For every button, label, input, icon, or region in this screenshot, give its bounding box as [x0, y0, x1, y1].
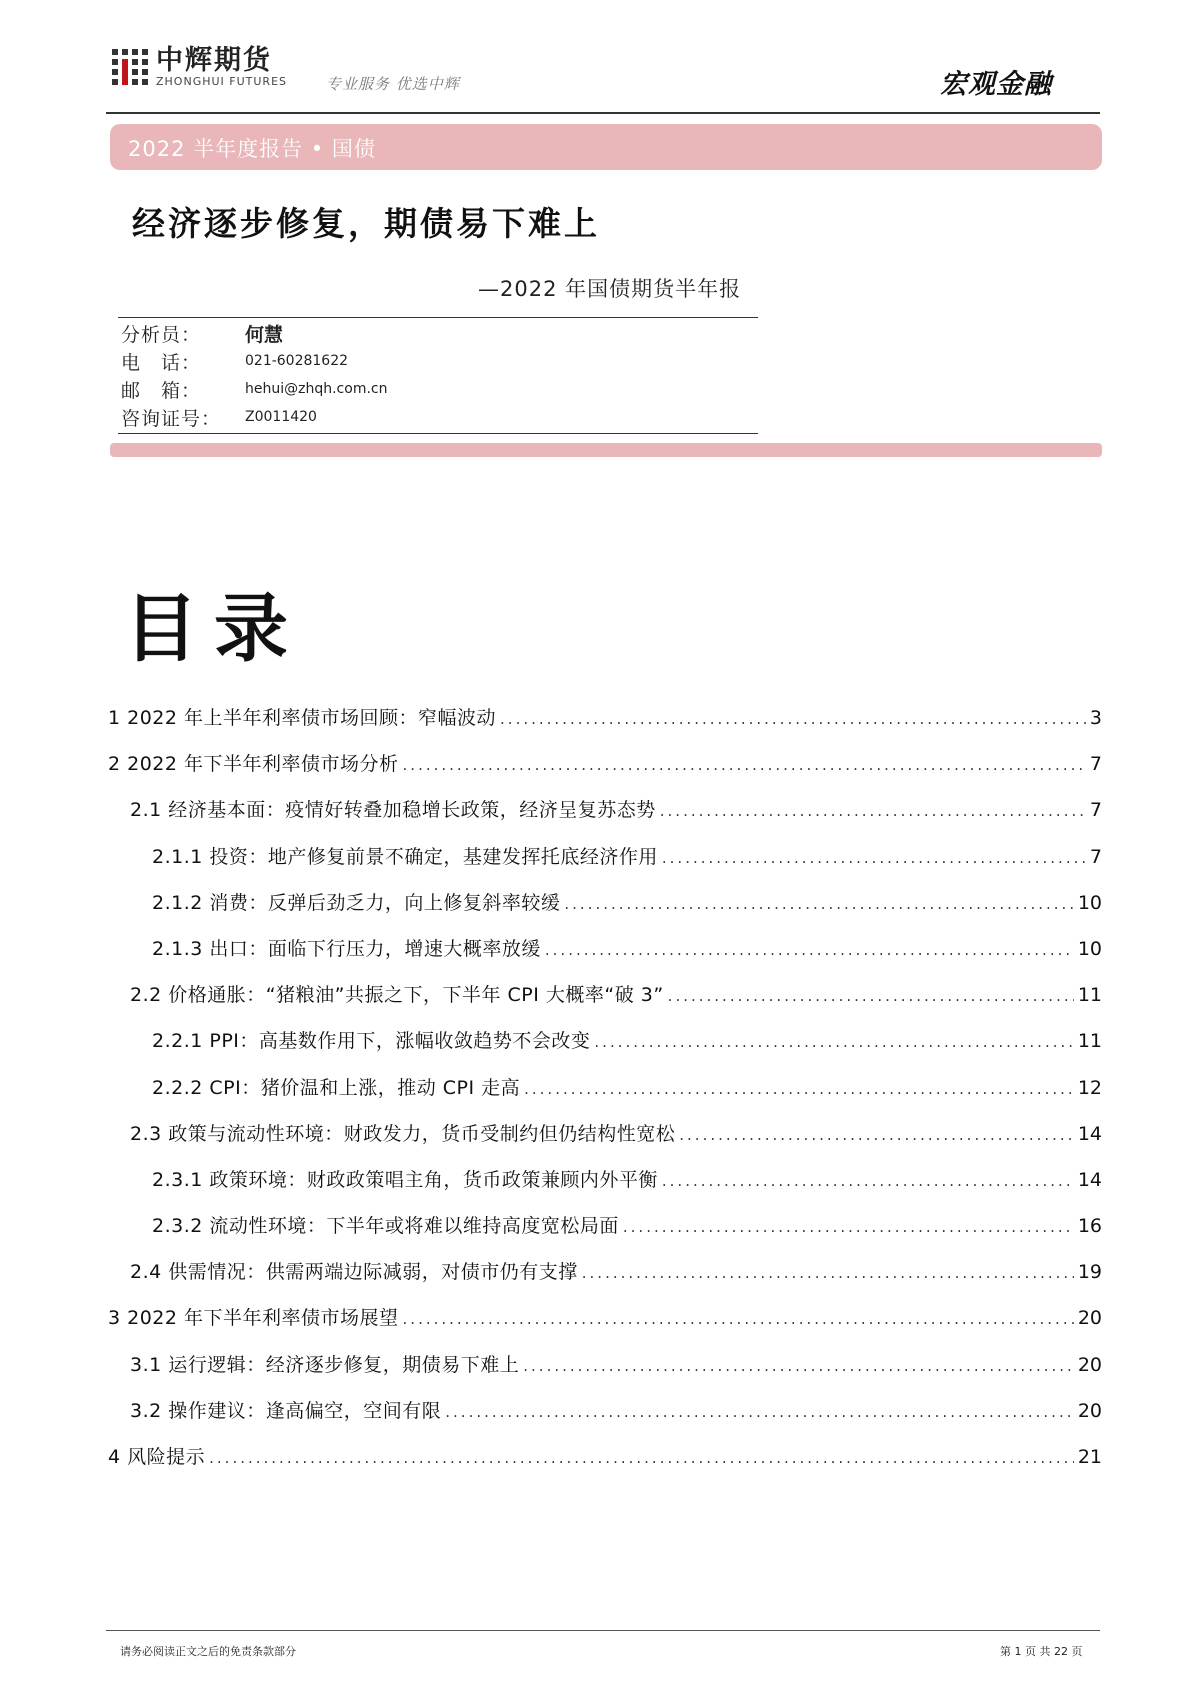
toc-leader — [403, 1310, 1074, 1328]
toc-leader — [564, 895, 1073, 913]
email-value[interactable]: hehui@zhqh.com.cn — [245, 381, 388, 397]
toc-item-page: 12 — [1077, 1076, 1102, 1099]
toc-item[interactable] — [108, 1026, 1102, 1072]
toc-leader — [679, 1126, 1074, 1144]
footer-divider — [106, 1630, 1100, 1631]
toc-item[interactable] — [108, 1442, 1102, 1488]
toc-item-text: 2.2.2 CPI：猪价温和上涨，推动 CPI 走高 — [152, 1076, 521, 1099]
toc-item[interactable] — [108, 980, 1102, 1026]
toc-item[interactable] — [108, 795, 1102, 841]
analyst-row — [121, 319, 283, 347]
toc-leader — [668, 987, 1074, 1005]
toc-item-text: 2.2 价格通胀：“猪粮油”共振之下，下半年 CPI 大概率“破 3” — [130, 984, 664, 1007]
toc-item[interactable] — [108, 888, 1102, 934]
email-label: 邮 箱： — [121, 379, 202, 402]
toc-heading: 目录 — [124, 586, 304, 672]
toc-item[interactable] — [108, 1303, 1102, 1349]
report-subtitle: —2022 年国债期货半年报 — [478, 277, 742, 301]
toc-item-page: 11 — [1077, 984, 1102, 1007]
company-logo — [112, 46, 287, 88]
toc-leader — [209, 1449, 1074, 1467]
toc-item-text: 3.1 运行逻辑：经济逐步修复，期债易下难上 — [130, 1353, 520, 1376]
toc-item-page: 20 — [1077, 1307, 1102, 1330]
toc-item-page: 14 — [1077, 1122, 1102, 1145]
slogan: 专业服务 优选中辉 — [326, 75, 460, 93]
toc-item-text: 3 2022 年下半年利率债市场展望 — [108, 1307, 399, 1330]
toc-item-text: 2.1 经济基本面：疫情好转叠加稳增长政策，经济呈复苏态势 — [130, 799, 656, 822]
license-label: 咨询证号： — [121, 407, 222, 430]
toc-item[interactable] — [108, 1350, 1102, 1396]
toc-leader — [594, 1033, 1073, 1051]
toc-item-page: 7 — [1089, 753, 1102, 776]
toc-item[interactable] — [108, 1165, 1102, 1211]
info-divider-top — [118, 317, 758, 318]
header-divider — [106, 112, 1100, 114]
footer-page-info: 第 1 页 共 22 页 — [1000, 1645, 1083, 1658]
table-of-contents — [108, 703, 1102, 1488]
toc-leader — [662, 849, 1086, 867]
report-banner-text: 2022 半年度报告 • 国债 — [128, 137, 376, 161]
toc-item-page: 19 — [1077, 1261, 1102, 1284]
report-title: 经济逐步修复，期债易下难上 — [132, 204, 600, 243]
toc-item-page: 21 — [1077, 1446, 1102, 1468]
toc-item-page: 7 — [1089, 845, 1102, 868]
toc-item-text: 2.3.2 流动性环境：下半年或将难以维持高度宽松局面 — [152, 1215, 619, 1238]
toc-item[interactable] — [108, 1119, 1102, 1165]
logo-name-en: ZHONGHUI FUTURES — [156, 75, 288, 88]
toc-leader — [500, 710, 1086, 728]
analyst-label: 分析员： — [121, 323, 202, 346]
toc-leader — [623, 1218, 1074, 1236]
toc-leader — [523, 1357, 1074, 1375]
toc-leader — [662, 1172, 1074, 1190]
email-row — [121, 375, 387, 403]
logo-grid-icon — [112, 49, 148, 85]
info-divider-bottom — [118, 433, 758, 434]
logo-name-cn: 中辉期货 — [156, 45, 272, 76]
phone-label: 电 话： — [121, 351, 202, 374]
toc-item-text: 2.1.2 消费：反弹后劲乏力，向上修复斜率较缓 — [152, 891, 561, 914]
phone-row — [121, 347, 348, 375]
toc-item[interactable] — [108, 1073, 1102, 1119]
toc-leader — [545, 941, 1074, 959]
toc-item-text: 2.3.1 政策环境：财政政策唱主角，货币政策兼顾内外平衡 — [152, 1168, 658, 1191]
license-row — [121, 403, 317, 431]
footer-disclaimer: 请务必阅读正文之后的免责条款部分 — [120, 1645, 296, 1658]
toc-item-page: 11 — [1077, 1030, 1102, 1053]
toc-item-text: 2.3 政策与流动性环境：财政发力，货币受制约但仍结构性宽松 — [130, 1122, 676, 1145]
toc-item[interactable] — [108, 749, 1102, 795]
toc-item-page: 10 — [1077, 891, 1102, 914]
toc-item-page: 10 — [1077, 937, 1102, 960]
section-bar — [110, 443, 1102, 457]
toc-item[interactable] — [108, 703, 1102, 749]
toc-item-text: 3.2 操作建议：逢高偏空，空间有限 — [130, 1399, 442, 1422]
toc-leader — [524, 1080, 1074, 1098]
header-section-label: 宏观金融 — [940, 69, 1052, 100]
phone-value: 021-60281622 — [245, 353, 349, 369]
toc-item[interactable] — [108, 1211, 1102, 1257]
toc-item-text: 4 风险提示 — [108, 1446, 206, 1468]
license-value: Z0011420 — [245, 409, 317, 425]
toc-item-page: 20 — [1077, 1353, 1102, 1376]
toc-item-text: 2.2.1 PPI：高基数作用下，涨幅收敛趋势不会改变 — [152, 1030, 591, 1053]
toc-item-text: 2.4 供需情况：供需两端边际减弱，对债市仍有支撑 — [130, 1261, 578, 1284]
analyst-name: 何慧 — [245, 323, 284, 346]
toc-item-page: 16 — [1077, 1215, 1102, 1238]
toc-item[interactable] — [108, 1396, 1102, 1442]
toc-item-page: 7 — [1089, 799, 1102, 822]
toc-leader — [445, 1403, 1074, 1421]
toc-item[interactable] — [108, 1257, 1102, 1303]
toc-item-page: 20 — [1077, 1399, 1102, 1422]
toc-leader — [660, 802, 1086, 820]
toc-item-text: 2.1.1 投资：地产修复前景不确定，基建发挥托底经济作用 — [152, 845, 658, 868]
toc-leader — [403, 756, 1086, 774]
toc-item-text: 2.1.3 出口：面临下行压力，增速大概率放缓 — [152, 937, 541, 960]
toc-item[interactable] — [108, 842, 1102, 888]
toc-leader — [582, 1264, 1074, 1282]
toc-item-text: 1 2022 年上半年利率债市场回顾：窄幅波动 — [108, 707, 497, 729]
toc-item-page: 14 — [1077, 1168, 1102, 1191]
toc-item[interactable] — [108, 934, 1102, 980]
toc-item-page: 3 — [1089, 707, 1102, 729]
toc-item-text: 2 2022 年下半年利率债市场分析 — [108, 753, 399, 776]
